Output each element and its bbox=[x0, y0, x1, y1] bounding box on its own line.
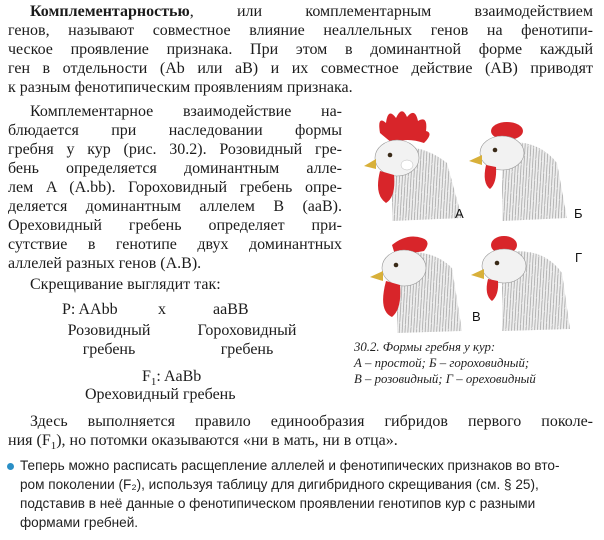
para2-line-2: блюдается при наследовании формы bbox=[8, 122, 342, 139]
cross-parent-1-genotype: P: AAbb bbox=[62, 301, 118, 318]
rooster-b-image bbox=[469, 122, 567, 221]
rooster-g-image bbox=[471, 236, 570, 331]
para1-line-4: ген в отдельности (Ab или aB) и их совместное действие (AB) приводят bbox=[8, 60, 593, 77]
para2-line-4: бень определяется доминантным алле- bbox=[8, 160, 342, 177]
figure-label-b: Б bbox=[574, 206, 583, 221]
para1-line-1-rest: , или комплементарным взаимодействием bbox=[189, 3, 593, 20]
bullet-line-1: Теперь можно расписать расщепление аллелей и фенотипических признаков во вто- bbox=[20, 458, 560, 473]
cross-symbol: x bbox=[158, 301, 166, 318]
parent-2-phenotype-l1: Гороховидный bbox=[197, 322, 297, 339]
figure-caption-line-1: 30.2. Формы гребня у кур: bbox=[354, 340, 496, 354]
parent-1-phenotype-l2: гребень bbox=[82, 341, 136, 358]
figure-label-g: Г bbox=[575, 250, 583, 265]
para2-line-6: деляется доминантным аллелем B (aaB). bbox=[8, 198, 342, 215]
para2-line-8: сутствие в генотипе двух доминантных bbox=[8, 236, 342, 253]
para1-line-2: генов, называют совместное влияние неаллельных генов на фенотипи- bbox=[8, 22, 593, 39]
para2-line-5: лем A (A.bb). Гороховидный гребень опре- bbox=[8, 179, 342, 196]
para3-line-1: Здесь выполняется правило единообразия гибридов первого поколе- bbox=[30, 413, 593, 430]
figure-rooster-combs bbox=[352, 103, 592, 335]
para1-line-3: ческое проявление признака. При этом в доминантной форме каждый bbox=[8, 41, 593, 58]
para3-line-2: ния $(F_1)$, но потомки оказываются «ни в мать, ни в отца». bbox=[8, 432, 398, 453]
bullet-line-2: ром поколении (F₂), используя таблицу для дигибридного скрещивания (см. § 25), bbox=[20, 477, 539, 492]
bullet-line-4: формами гребней. bbox=[20, 515, 139, 530]
parent-1-phenotype-l1: Розовидный bbox=[67, 322, 151, 339]
para1-line-5: к разным фенотипическим проявлениям признака. bbox=[8, 79, 353, 96]
rooster-v-image bbox=[370, 237, 462, 333]
cross-intro: Скрещивание выглядит так: bbox=[30, 276, 221, 293]
bullet-line-3: подставив в неё данные о фенотипическом проявлении генотипов кур с разными bbox=[20, 496, 536, 511]
f1-phenotype: Ореховидный гребень bbox=[85, 386, 236, 403]
figure-caption-line-3: В – розовидный; Г – ореховидный bbox=[354, 372, 536, 386]
figure-label-v: В bbox=[472, 309, 481, 324]
para2-line-9: аллелей разных генов (A.B). bbox=[8, 255, 202, 272]
rooster-a-image bbox=[364, 111, 462, 221]
para2-line-1: Комплементарное взаимодействие на- bbox=[30, 103, 342, 120]
para2-line-7: Ореховидный гребень определяет при- bbox=[8, 217, 342, 234]
f1-genotype: $F_1$: AaBb bbox=[142, 368, 202, 389]
para2-line-3: гребня у кур (рис. 30.2). Розовидный гре- bbox=[8, 141, 342, 158]
figure-caption-line-2: А – простой; Б – гороховидный; bbox=[354, 356, 530, 370]
cross-parent-2-genotype: aaBB bbox=[213, 301, 249, 318]
para1-line-1 bbox=[30, 3, 593, 22]
parent-2-phenotype-l2: гребень bbox=[220, 341, 274, 358]
bullet-dot bbox=[7, 463, 14, 470]
figure-label-a: А bbox=[455, 206, 464, 221]
term-complementarity: Комплементарностью bbox=[30, 3, 190, 20]
